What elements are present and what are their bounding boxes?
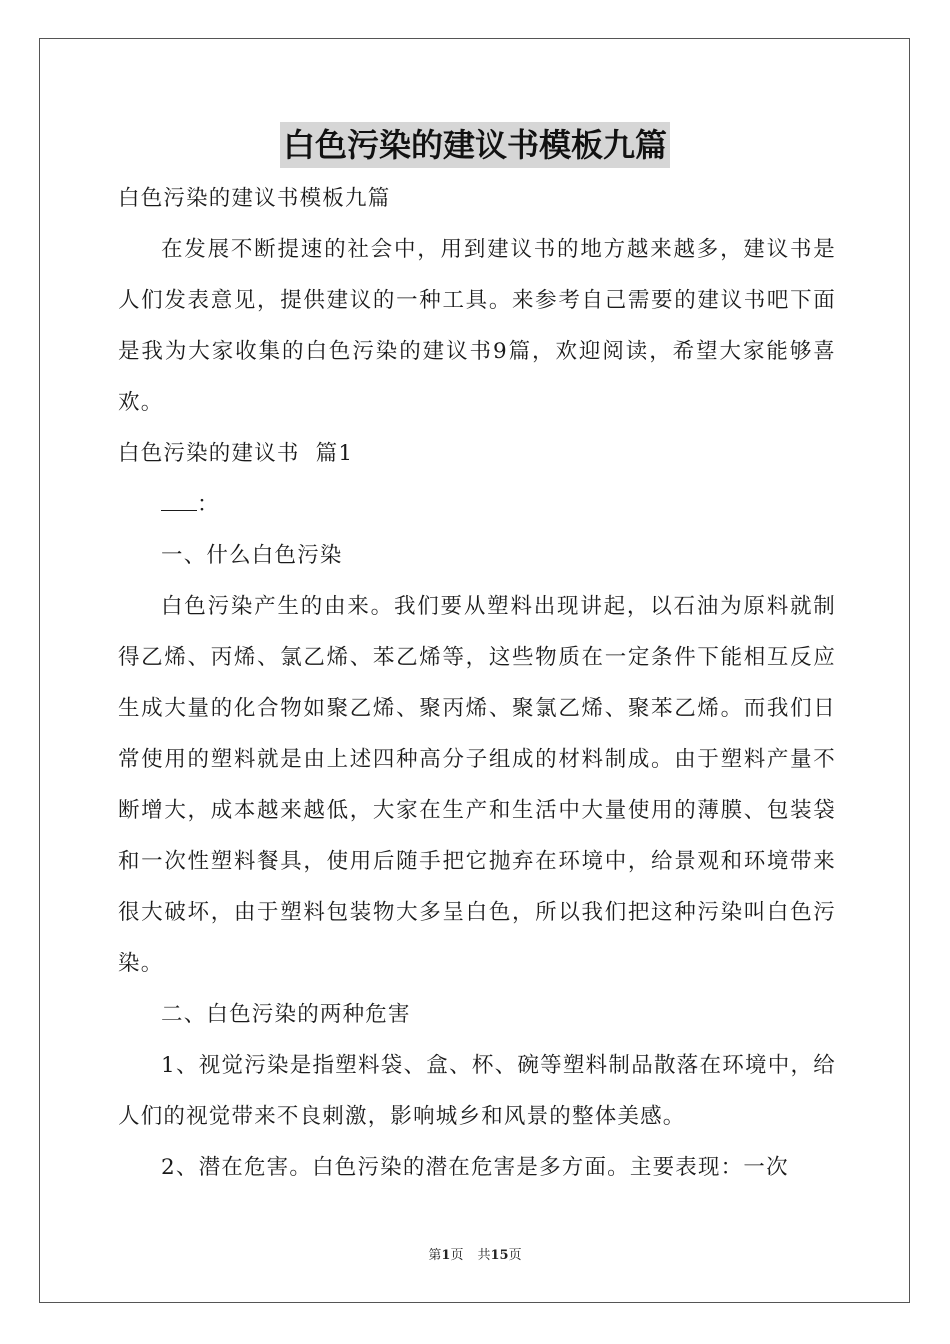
intro-paragraph: 在发展不断提速的社会中，用到建议书的地方越来越多，建议书是人们发表意见，提供建议的一种工具。来参考自己需要的建议书吧下面是我为大家收集的白色污染的建议书9篇，欢迎阅读，希望大家能够喜欢。 xyxy=(118,237,836,415)
title-container xyxy=(0,122,950,168)
footer-total-unit: 页 xyxy=(508,1248,522,1263)
salutation-colon: ： xyxy=(197,492,220,517)
body-paragraph-origin: 白色污染产生的由来。我们要从塑料出现讲起，以石油为原料就制得乙烯、丙烯、氯乙烯、苯乙烯等，这些物质在一定条件下能相互反应生成大量的化合物如聚乙烯、聚丙烯、聚氯乙烯、聚苯乙烯。而我们日常使用的塑料就是由上述四种高分子组成的材料制成。由于塑料产量不断增大，成本越来越低，大家在生产和生活中大量使用的薄膜、包装袋和一次性塑料餐具，使用后随手把它抛弃在环境中，给景观和环境带来很大破坏，由于塑料包装物大多呈白色，所以我们把这种污染叫白色污染。 xyxy=(118,594,836,976)
footer-page-unit: 页 xyxy=(450,1248,464,1263)
page-footer xyxy=(0,1246,950,1266)
document-title: 白色污染的建议书模板九篇 xyxy=(280,122,670,168)
footer-total-prefix: 共 xyxy=(477,1248,491,1263)
heading-two-hazards: 二、白色污染的两种危害 xyxy=(161,1002,411,1027)
blank-recipient-line xyxy=(161,490,197,511)
salutation-line xyxy=(118,479,836,530)
point-visual-pollution: 1、视觉污染是指塑料袋、盒、杯、碗等塑料制品散落在环境中，给人们的视觉带来不良刺激，影响城乡和风景的整体美感。 xyxy=(118,1053,836,1129)
footer-page-total: 15 xyxy=(490,1248,509,1263)
point-potential-hazard: 2、潜在危害。白色污染的潜在危害是多方面。主要表现：一次 xyxy=(161,1155,789,1180)
document-subtitle: 白色污染的建议书模板九篇 xyxy=(118,186,391,211)
footer-page-prefix: 第 xyxy=(428,1248,442,1263)
heading-what-is-white-pollution: 一、什么白色污染 xyxy=(161,543,343,568)
document-body xyxy=(118,173,836,1193)
section-heading: 白色污染的建议书 篇1 xyxy=(118,441,354,466)
footer-page-current: 1 xyxy=(441,1248,451,1263)
